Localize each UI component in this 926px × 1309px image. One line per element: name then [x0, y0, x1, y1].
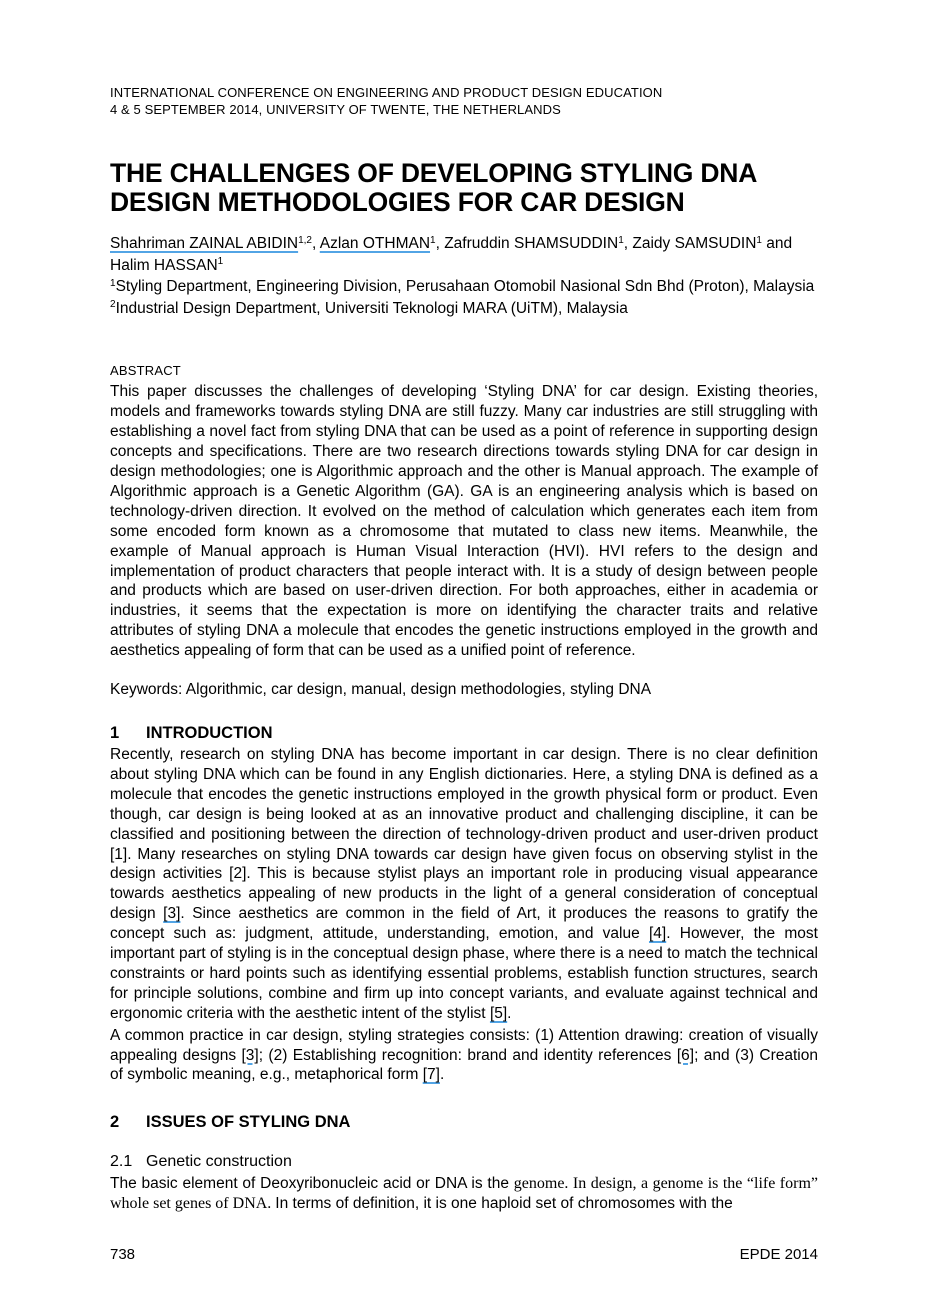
ref-link-6[interactable]: [6]	[676, 1046, 695, 1064]
section-1-title: INTRODUCTION	[146, 723, 273, 742]
conference-header-line2: 4 & 5 SEPTEMBER 2014, UNIVERSITY OF TWENTE, THE NETHERLANDS	[110, 102, 561, 117]
text-segment: ; and (3) Creation of symbolic meaning, e.g., metaphorical form	[110, 1046, 818, 1084]
page-footer	[110, 1245, 818, 1264]
introduction-paragraph-1	[110, 745, 818, 1024]
text-segment: . Since aesthetics are common in the field of Art, it produces the reasons to gratify the concept such as: judgment, attitude, understanding, emotion, and value	[110, 905, 818, 943]
paper-title-line2: DESIGN METHODOLOGIES FOR CAR DESIGN	[110, 186, 685, 217]
ref-link-5[interactable]: [5]	[489, 1004, 508, 1022]
author-affiliation-superscript: 1	[430, 234, 436, 246]
introduction-paragraph-2	[110, 1026, 818, 1086]
text-segment: Recently, research on styling DNA has become important in car design. There is no clear definition about styling DNA which can be found in any English dictionaries. Here, a styling DNA is defined as a molecule that encodes the genetic instructions employed in the growth physical form or product. Even though, car design is being looked at as an innovative product and challenging discipline, it can be classified and positioning between the direction of technology-driven product and user-driven product [1]. Many researches on styling DNA towards car design have given focus on observing stylist in the design activities [2]. This is because stylist plays an important role in producing visual appearance towards aesthetics appealing of new products in the light of a general consideration of conceptual design	[110, 745, 818, 923]
conference-abbreviation: EPDE 2014	[739, 1246, 818, 1263]
author-affiliation-superscript: 1	[618, 234, 624, 246]
section-1-heading	[110, 723, 818, 743]
author-affiliation-superscript: 1,2	[298, 234, 312, 246]
section-2-heading	[110, 1112, 818, 1132]
author-name: and Halim HASSAN	[110, 235, 793, 274]
text-segment-serif: genome. In design, a genome is the “life form” whole set genes of DNA.	[110, 1175, 819, 1213]
conference-header	[110, 84, 818, 118]
author-affiliation-superscript: 1	[217, 256, 224, 268]
keywords-line: Keywords: Algorithmic, car design, manual, design methodologies, styling DNA	[110, 681, 652, 699]
author-name: , Zafruddin SHAMSUDDIN	[435, 235, 619, 252]
paper-title	[110, 159, 818, 216]
affiliation-number: 2	[110, 299, 116, 311]
affiliations-block	[110, 277, 818, 320]
authors-line	[110, 234, 818, 277]
ref-link-7[interactable]: [7]	[422, 1066, 440, 1084]
ref-link-3[interactable]: [3]	[163, 905, 181, 923]
subsection-2-1-number: 2.1	[110, 1153, 133, 1171]
author-name: , Zaidy SAMSUDIN	[623, 235, 757, 252]
subsection-2-1-title: Genetic construction	[146, 1153, 292, 1171]
text-segment: .	[507, 1004, 512, 1022]
affiliation-1	[110, 277, 818, 299]
section-2-title: ISSUES OF STYLING DNA	[146, 1113, 351, 1132]
conference-header-line1: INTERNATIONAL CONFERENCE ON ENGINEERING AND PRODUCT DESIGN EDUCATION	[110, 85, 663, 100]
abstract-body: This paper discusses the challenges of developing ‘Styling DNA’ for car design. Existing theories, models and frameworks towards styling DNA are still fuzzy. Many car industries are still struggling with establishing a novel fact from styling DNA that can be used as a point of reference in supporting design concepts and specifications. There are two research directions towards styling DNA for car design in design methodologies; one is Algorithmic approach and the other is Manual approach. The example of Algorithmic approach is a Genetic Algorithm (GA). GA is an engineering analysis which is based on technology-driven direction. It evolved on the method of calculation which generates each item from some encoded form known as a chromosome that mutated to class new items. Meanwhile, the example of Manual approach is Human Visual Interaction (HVI). HVI refers to the design and implementation of product characters that people interact with. It is a study of design between people and products which are based on user-driven direction. For both approaches, either in academia or industries, it seems that the expectation is more on identifying the character traits and relative attributes of styling DNA a molecule that encodes the genetic instructions employed in the growth and aesthetics appealing of form that can be used as a unified point of reference.	[110, 383, 818, 660]
affiliation-text: Industrial Design Department, Universiti Teknologi MARA (UiTM), Malaysia	[115, 299, 628, 317]
author-link-azlan-othman[interactable]: Azlan OTHMAN	[319, 235, 431, 252]
subsection-2-1-heading	[110, 1152, 818, 1172]
text-segment: .	[439, 1066, 445, 1084]
affiliation-2	[110, 299, 818, 321]
author-link-shahriman-zainal-abidin[interactable]: Shahriman ZAINAL ABIDIN	[110, 235, 299, 252]
affiliation-number: 1	[110, 277, 116, 289]
text-segment: ; (2) Establishing recognition: brand and identity references	[258, 1046, 677, 1064]
affiliation-text: Styling Department, Engineering Division, Perusahaan Otomobil Nasional Sdn Bhd (Proton), Malaysia	[115, 278, 815, 296]
text-segment: ,	[312, 235, 320, 252]
genetic-construction-paragraph	[110, 1174, 818, 1214]
text-segment: The basic element of Deoxyribonucleic acid or DNA is the	[110, 1175, 514, 1193]
ref-link-4[interactable]: [4]	[648, 925, 667, 943]
abstract-label: ABSTRACT	[110, 363, 181, 379]
author-affiliation-superscript: 1	[756, 234, 762, 246]
text-segment: . However, the most important part of styling is in the conceptual design phase, where there is a need to match the technical constraints or hard points such as identifying essential problems, establish function structures, search for principle solutions, combine and firm up into concept variants, and evaluate against technical and ergonomic criteria with the aesthetic intent of the stylist	[110, 925, 818, 1022]
text-segment: In terms of definition, it is one haploid set of chromosomes with the	[275, 1195, 733, 1213]
page-number: 738	[110, 1246, 136, 1263]
section-1-number: 1	[110, 723, 120, 742]
section-2-number: 2	[110, 1113, 120, 1132]
text-segment: A common practice in car design, styling strategies consists: (1) Attention drawing: creation of visually appealing designs	[110, 1026, 818, 1064]
ref-link-3[interactable]: [3]	[241, 1046, 259, 1064]
paper-title-line1: THE CHALLENGES OF DEVELOPING STYLING DNA	[110, 158, 758, 188]
